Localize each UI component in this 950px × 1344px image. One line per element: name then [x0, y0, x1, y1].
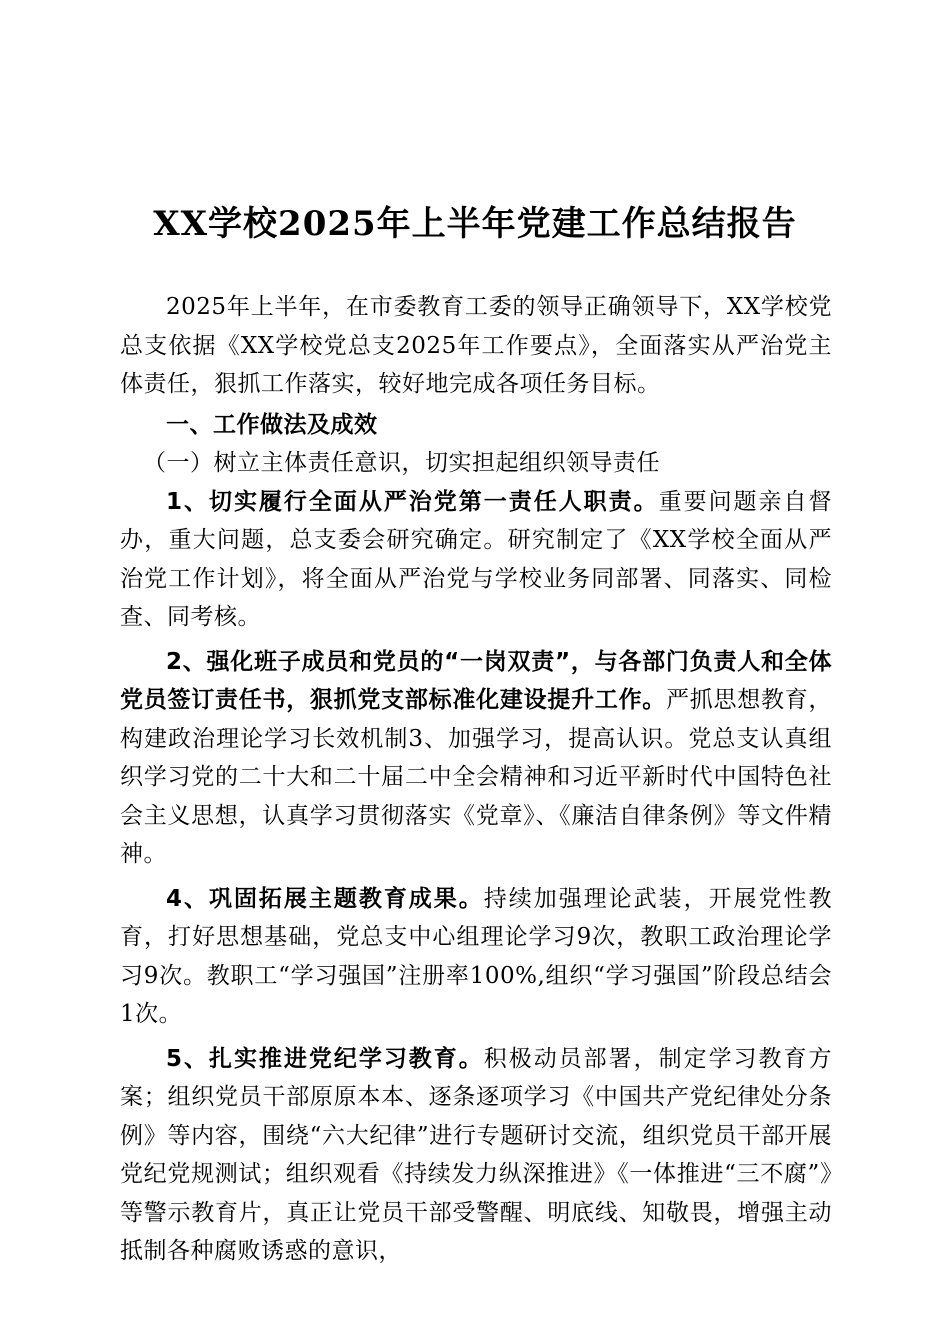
section-heading-1: 一、工作做法及成效 [166, 411, 378, 438]
item-paragraph-2 [120, 643, 832, 874]
item-lead-5: 5、扎实推进党纪学习教育。 [166, 1045, 484, 1072]
item-paragraph-5 [120, 1040, 832, 1271]
item-lead-1: 1、切实履行全面从严治党第一责任人职责。 [166, 488, 659, 515]
item-text-5: 积极动员部署，制定学习教育方案；组织党员干部原原本本、逐条逐项学习《中国共产党纪律处分条例》等内容，围绕“六大纪律”进行专题研讨交流，组织党员干部开展党纪党规测试；组织观看《持续发力纵深推进》《一体推进“三不腐”》等警示教育片，真正让党员干部受警醒、明底线、知敬畏，增强主动抵制各种腐败诱惑的意识， [120, 1045, 832, 1264]
item-text-2: 严抓思想教育，构建政治理论学习长效机制3、加强学习，提高认识。党总支认真组织学习党的二十大和二十届二中全会精神和习近平新时代中国特色社会主义思想，认真学习贯彻落实《党章》、《廉洁自律条例》等文件精神。 [120, 687, 833, 867]
item-text-4: 持续加强理论武装，开展党性教育，打好思想基础，党总支中心组理论学习9次，教职工政治理论学习9次。教职工“学习强国”注册率100%,组织“学习强国”阶段总结会1次。 [120, 885, 832, 1027]
intro-paragraph: 2025年上半年，在市委教育工委的领导正确领导下，XX学校党总支依据《XX学校党总支2025年工作要点》，全面落实从严治党主体责任，狠抓工作落实，较好地完成各项任务目标。 [120, 294, 832, 397]
item-paragraph-1 [120, 483, 832, 637]
document-title: XX学校2025年上半年党建工作总结报告 [153, 204, 797, 244]
subsection-heading-1: （一）树立主体责任意识，切实担起组织领导责任 [143, 450, 660, 476]
document-body [120, 288, 832, 1271]
item-lead-4: 4、巩固拓展主题教育成果。 [166, 885, 484, 912]
item-paragraph-4 [120, 880, 832, 1034]
item-lead-2: 2、强化班子成员和党员的“一岗双责”，与各部门负责人和全体党员签订责任书，狠抓党支部标准化建设提升工作。 [120, 648, 832, 713]
item-text-1: 重要问题亲自督办，重大问题，总支委会研究确定。研究制定了《XX学校全面从严治党工作计划》，将全面从严治党与学校业务同部署、同落实、同检查、同考核。 [120, 488, 832, 630]
